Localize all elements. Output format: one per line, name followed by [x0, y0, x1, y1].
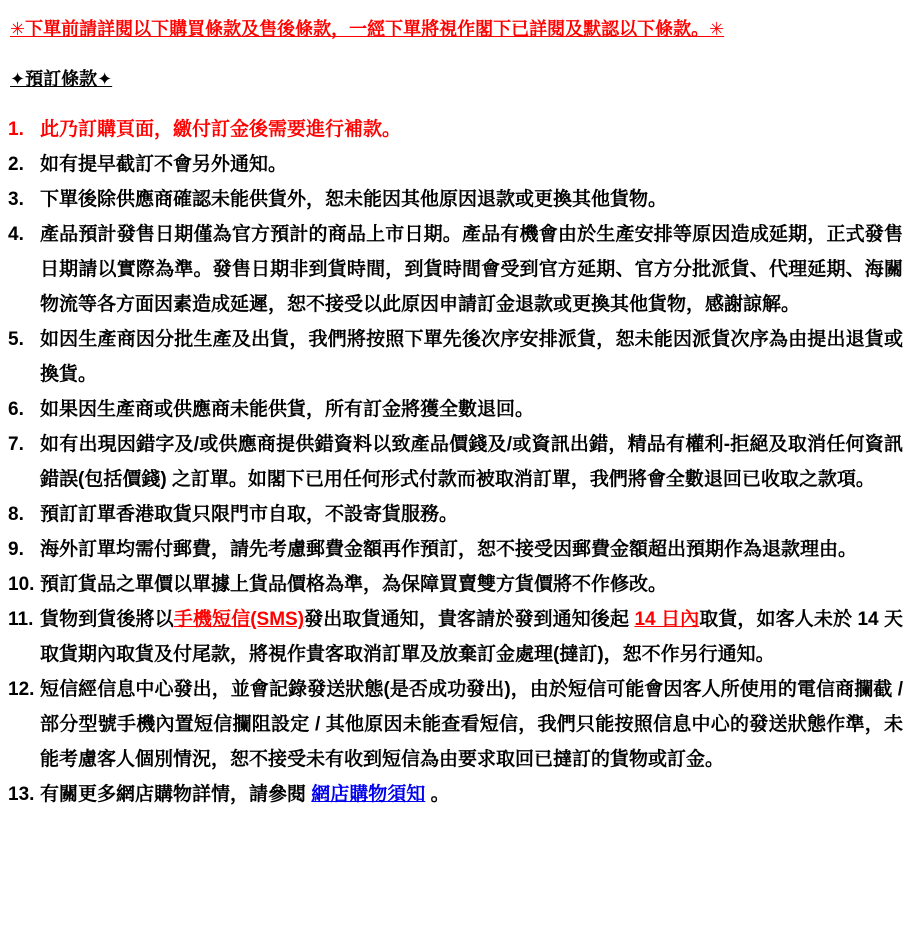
term-item-3 — [8, 182, 903, 217]
section-header-preorder-terms: ✦預訂條款✦ — [10, 69, 113, 89]
sms-highlight: 手機短信(SMS) — [173, 609, 305, 630]
term-item-8 — [8, 497, 903, 532]
text-segment: 海外訂單均需付郵費，請先考慮郵費金額再作預訂，恕不接受因郵費金額超出預期作為退款理由。 — [40, 539, 858, 560]
term-text — [40, 182, 903, 217]
term-item-13 — [8, 777, 903, 812]
text-segment: 如果因生產商或供應商未能供貨，所有訂金將獲全數退回。 — [40, 399, 535, 420]
term-text — [40, 147, 903, 182]
term-text — [40, 497, 903, 532]
term-number: 7. — [8, 434, 24, 455]
term-number: 12. — [8, 679, 35, 700]
term-number: 11. — [8, 609, 34, 630]
store-shopping-notice-link[interactable]: 網店購物須知 — [311, 784, 426, 805]
term-item-12 — [8, 672, 903, 777]
term-number: 2. — [8, 154, 24, 175]
term-number: 6. — [8, 399, 24, 420]
term-number: 3. — [8, 189, 24, 210]
term-number: 8. — [8, 504, 24, 525]
term-number: 5. — [8, 329, 24, 350]
term-text — [40, 392, 903, 427]
term-text — [40, 322, 903, 392]
term-item-2 — [8, 147, 903, 182]
term-item-10 — [8, 567, 903, 602]
terms-document — [8, 16, 903, 812]
text-segment: 。 — [425, 784, 450, 805]
term-item-11 — [8, 602, 903, 672]
term-number: 4. — [8, 224, 24, 245]
terms-list — [8, 112, 903, 812]
text-segment: 短信經信息中心發出，並會記錄發送狀態(是否成功發出)，由於短信可能會因客人所使用的電信商攔截 / 部分型號手機內置短信攔阻設定 / 其他原因未能查看短信，我們只能按照信息中心的發送狀態作準，未能考慮客人個別情況，恕不接受未有收到短信為由要求取回已撻訂的貨物或訂金。 — [40, 679, 903, 770]
term-number: 9. — [8, 539, 24, 560]
text-segment: 取貨，如客人未於 14 天取貨期內取貨及付尾款，將視作貴客取消訂單及放棄訂金處理(撻訂)，恕不作另行通知。 — [40, 609, 903, 665]
term-number: 10. — [8, 574, 35, 595]
term-item-7 — [8, 427, 903, 497]
term-text — [40, 427, 903, 497]
text-segment: 預訂訂單香港取貨只限門市自取，不設寄貨服務。 — [40, 504, 459, 525]
term-text — [40, 567, 903, 602]
text-segment: 如因生產商因分批生產及出貨，我們將按照下單先後次序安排派貨，恕未能因派貨次序為由提出退貨或換貨。 — [40, 329, 903, 385]
text-segment: 產品預計發售日期僅為官方預計的商品上市日期。產品有機會由於生產安排等原因造成延期，正式發售日期請以實際為準。發售日期非到貨時間，到貨時間會受到官方延期、官方分批派貨、代理延期、海關物流等各方面因素造成延遲，恕不接受以此原因申請訂金退款或更換其他貨物，感謝諒解。 — [40, 224, 903, 315]
text-segment: 如有出現因錯字及/或供應商提供錯資料以致產品價錢及/或資訊出錯，精品有權利-拒絕及取消任何資訊錯誤(包括價錢) 之訂單。如閣下已用任何形式付款而被取消訂單，我們將會全數退回已收取之款項。 — [40, 434, 903, 490]
term-item-9 — [8, 532, 903, 567]
text-segment: 如有提早截訂不會另外通知。 — [40, 154, 288, 175]
text-segment: 貨物到貨後將以 — [40, 609, 174, 630]
term-text — [40, 602, 903, 672]
term-text — [40, 217, 903, 322]
term-item-5 — [8, 322, 903, 392]
term-number: 1. — [8, 119, 24, 140]
term-text — [40, 777, 903, 812]
deadline-highlight: 14 日內 — [634, 609, 700, 630]
page-title: ✳下單前請詳閱以下購買條款及售後條款，一經下單將視作閣下已詳閱及默認以下條款。✳ — [10, 19, 725, 39]
term-number: 13. — [8, 784, 35, 805]
term-text — [40, 532, 903, 567]
term-text — [40, 672, 903, 777]
term-item-1 — [8, 112, 903, 147]
term-text — [40, 112, 903, 147]
text-segment: 有關更多網店購物詳情，請參閱 — [40, 784, 312, 805]
text-segment: 下單後除供應商確認未能供貨外，恕未能因其他原因退款或更換其他貨物。 — [40, 189, 668, 210]
text-segment: 此乃訂購頁面，繳付訂金後需要進行補款。 — [40, 119, 402, 140]
term-item-4 — [8, 217, 903, 322]
text-segment: 發出取貨通知，貴客請於發到通知後起 — [304, 609, 635, 630]
term-item-6 — [8, 392, 903, 427]
text-segment: 預訂貨品之單價以單據上貨品價格為準，為保障買賣雙方貨價將不作修改。 — [40, 574, 668, 595]
